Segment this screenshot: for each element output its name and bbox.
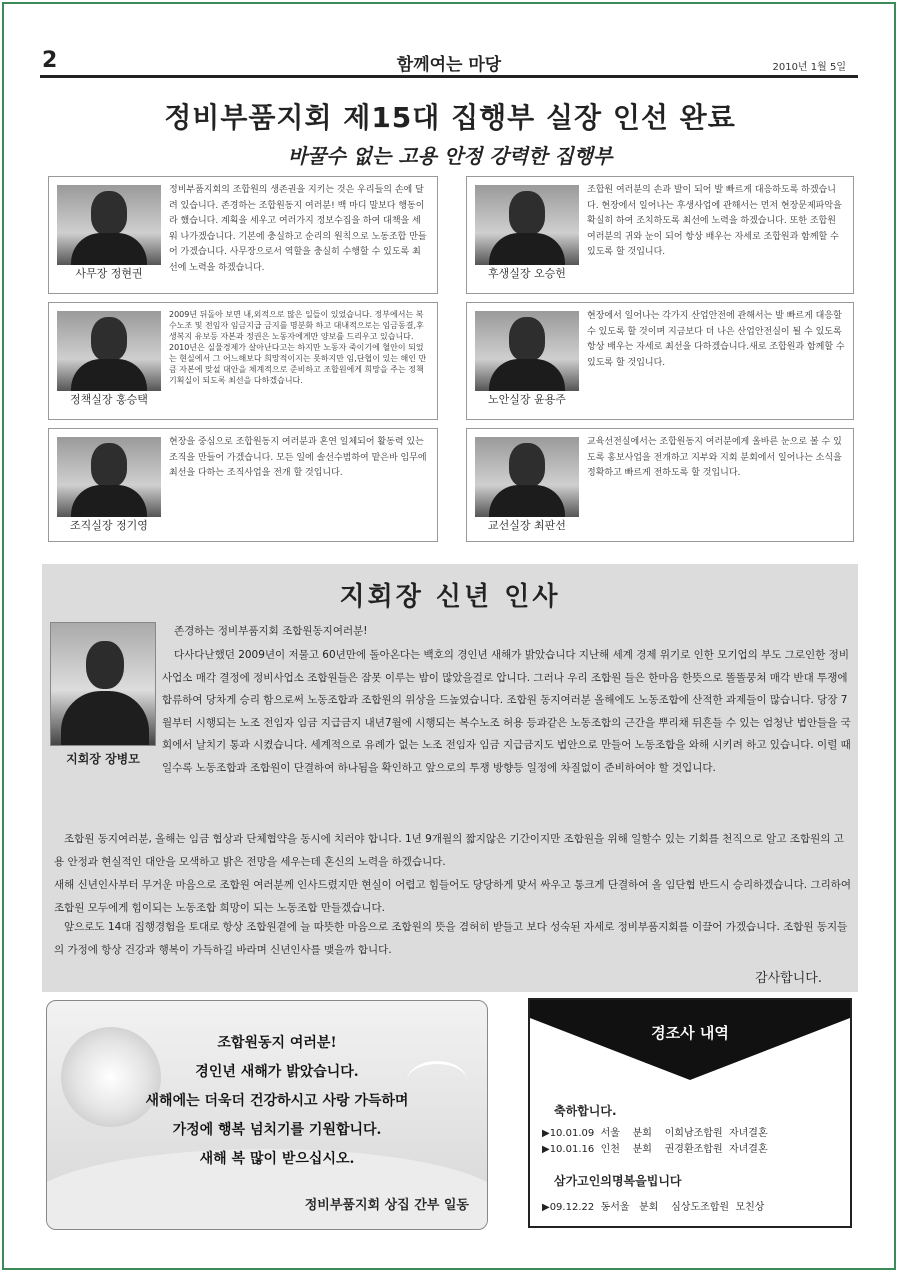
officer-photo (57, 185, 161, 265)
officer-text: 현장을 중심으로 조합원동지 여러분과 혼연 일체되어 활동력 있는 조직을 만들어 가겠습니다. 모든 일에 솔선수범하여 맡은바 임무에 최선을 다하는 조직사업을 전개 할 것입니다. (169, 437, 427, 478)
officer-caption: 정책실장 홍승택 (57, 391, 161, 407)
officer-photo (475, 437, 579, 517)
greeting-paragraph (162, 644, 852, 780)
card-line: 경인년 새해가 밝았습니다. (195, 1064, 359, 1080)
officer-text: 조합원 여러분의 손과 발이 되어 발 빠르게 대응하도록 하겠습니다. 현장에서 일어나는 후생사업에 관해서는 먼저 현장문제파악을 확실히 하여 조치하도록 최선에 노력을 하겠습니다. 또한 조합원 여러분의 귀와 눈이 되어 항상 배우는 자세로 조합원과 함께할 수 있도록 할 것입니다. (587, 185, 842, 257)
event-row: ▶09.12.22 동서울 분회 심상도조합원 모친상 (542, 1202, 765, 1213)
officer-box (466, 302, 854, 420)
officer-box (48, 176, 438, 294)
greeting-paragraph-text: 다사다난했던 2009년이 저물고 60년만에 돌아온다는 백호의 경인년 새해가 밝았습니다 지난해 세계 경제 위기로 인한 모기업의 부도 그로인한 정비사업소 매각 결정에 정비사업소 조합원들은 잠못 이루는 밤이 많았을걸로 압니다. 그러나 우리 조합원 들은 한마음 한뜻으로 똘똘뭉쳐 매각 반대 투쟁에 합류하여 당차게 승리 함으로써 노동조합과 조합원의 위상을 드높였습니다. 조합원 동지여러분 올해에도 노동조합에 산적한 과제들이 많습니다. 당장 7월부터 시행되는 노조 전임자 임금 지급금지 내년7월에 시행되는 복수노조 허용 등과같은 노동조합의 근간을 뿌리채 뒤흔들 수 있는 엄청난 법안들을 국회에서 날치기 통과 시켰습니다. 세계적으로 유례가 없는 노조 전임자 임금 지급금지도 법안으로 만들어 노동조합을 와해 시키려 하고 있습니다. 이럴 때 일수록 노동조합과 조합원이 단결하여 하나됨을 확인하고 앞으로의 투쟁 방향등 일정에 차질없이 준비하여야 할 것입니다. (162, 649, 851, 774)
event-row: ▶10.01.16 인천 분회 권경환조합원 자녀결혼 (542, 1144, 768, 1155)
officer-text: 정비부품지회의 조합원의 생존권을 지키는 것은 우리들의 손에 달려 있습니다. 존경하는 조합원동지 여러분! 백 마디 말보다 행동이라 했습니다. 계획을 세우고 여러가지 정보수집을 하여 대책을 세워 나가겠습니다. 기본에 충실하고 순리의 원칙으로 노동조합 만들어 가겠습니다. 사무장으로서 역할을 충실히 수행할 수 있도록 최선에 노력을 하겠습니다. (169, 185, 427, 273)
officer-caption: 교선실장 최판선 (475, 517, 579, 533)
paper-name: 함께여는 마당 (396, 55, 502, 75)
greeting-title: 지회장 신년 인사 (339, 582, 561, 612)
officer-text: 2009년 뒤돌아 보면 내,외적으로 많은 일들이 있었습니다. 정부에서는 복수노조 및 전임자 임금지급 금지를 명분화 하고 대내적으로는 임금동결,후생복지 유보등 자본과 정권은 노동자에게만 양보를 드리우고 있습니다. 2010년은 실물경제가 살아난다고는 하지만 노동자 죽이기에 혈안이 되었는 현실에서 그 어느해보다 희망적이지는 못하지만 임,단협이 있는 해인 만큼 자본에 맞설 대안을 체계적으로 준비하고 조합원에게 희망을 주는 정책기획실이 되도록 최선을 다하겠습니다. (169, 310, 427, 385)
officer-caption: 조직실장 정기영 (57, 517, 161, 533)
card-line: 새해 복 많이 받으십시오. (199, 1151, 355, 1167)
card-message (107, 1029, 447, 1174)
officer-photo (57, 437, 161, 517)
new-year-card (46, 1000, 488, 1230)
event-row: ▶10.01.09 서울 분회 이희남조합원 자녀결혼 (542, 1128, 768, 1139)
officer-caption: 사무장 정현권 (57, 265, 161, 281)
headline-title: 정비부품지회 제15대 집행부 실장 인선 완료 (164, 101, 736, 134)
condolence-title: 삼가고인의명복을빕니다 (554, 1174, 682, 1188)
officer-photo (475, 185, 579, 265)
officer-text: 현장에서 일어나는 각가지 산업안전에 관해서는 발 빠르게 대응할 수 있도록 할 것이며 지금보다 더 나은 산업안전실이 될 수 있도록 항상 배우는 자세로 최선을 다하겠습니다.새로 조합원과 함께할 수 있도록 할 것입니다. (587, 311, 845, 368)
officer-box (48, 428, 438, 542)
officer-photo (57, 311, 161, 391)
issue-date: 2010년 1월 5일 (772, 62, 846, 73)
card-signature: 정비부품지회 상집 간부 일동 (304, 1198, 469, 1213)
greeting-section (42, 564, 858, 992)
headline-subtitle: 바꿀수 없는 고용 안정 강력한 집행부 (287, 144, 613, 168)
card-line: 조합원동지 여러분! (217, 1035, 337, 1051)
officer-text: 교육선전실에서는 조합원동지 여러분에게 올바른 눈으로 볼 수 있도록 홍보사업을 전개하고 지부와 지회 분회에서 일어나는 소식을 정확하고 빠르게 전하도록 할 것입니다. (587, 437, 842, 478)
greeting-paragraph: 새해 신년인사부터 무거운 마음으로 조합원 여러분께 인사드렸지만 현실이 어렵고 힘들어도 당당하게 맞서 싸우고 통크게 단결하여 올 임단협 반드시 승리하겠습니다. 그리하여 조합원 모두에게 힘이되는 노동조합 희망이 되는 노동조합 만들겠습니다. (54, 879, 852, 914)
card-line: 새해에는 더욱더 건강하시고 사랑 가득하며 (145, 1093, 409, 1109)
greeting-paragraph: 앞으로도 14대 집행경험을 토대로 항상 조합원곁에 늘 따뜻한 마음으로 조합원의 뜻을 겸허히 받들고 보다 성숙된 자세로 정비부품지회를 이끌어 가겠습니다. 조합원 동지들의 가정에 항상 건강과 행복이 가득하길 바라며 신년인사를 맺을까 합니다. (54, 921, 848, 956)
greeting-salutation: 존경하는 정비부품지회 조합원동지여러분! (174, 625, 368, 637)
congrats-title: 축하합니다. (554, 1104, 617, 1118)
president-caption: 지회장 장병모 (66, 752, 140, 766)
officer-photo (475, 311, 579, 391)
greeting-paragraph: 조합원 동지여러분, 올해는 임금 협상과 단체협약을 동시에 치러야 합니다. 1년 9개월의 짧지않은 기간이지만 조합원을 위해 일할수 있는 기회를 천직으로 알고 조합원의 고용 안정과 현실적인 대안을 모색하고 밝은 전망을 세우는데 혼신의 노력을 하겠습니다. (54, 833, 844, 868)
greeting-closing: 감사합니다. (755, 971, 822, 986)
officer-box (48, 302, 438, 420)
page-number: 2 (42, 48, 58, 73)
officer-box (466, 428, 854, 542)
officer-caption: 후생실장 오승헌 (475, 265, 579, 281)
president-photo (50, 622, 156, 746)
events-title: 경조사 내역 (651, 1024, 729, 1042)
card-line: 가정에 행복 넘치기를 기원합니다. (172, 1122, 382, 1138)
page-header (40, 44, 858, 78)
officer-box (466, 176, 854, 294)
officer-caption: 노안실장 윤용주 (475, 391, 579, 407)
events-box (528, 998, 852, 1228)
